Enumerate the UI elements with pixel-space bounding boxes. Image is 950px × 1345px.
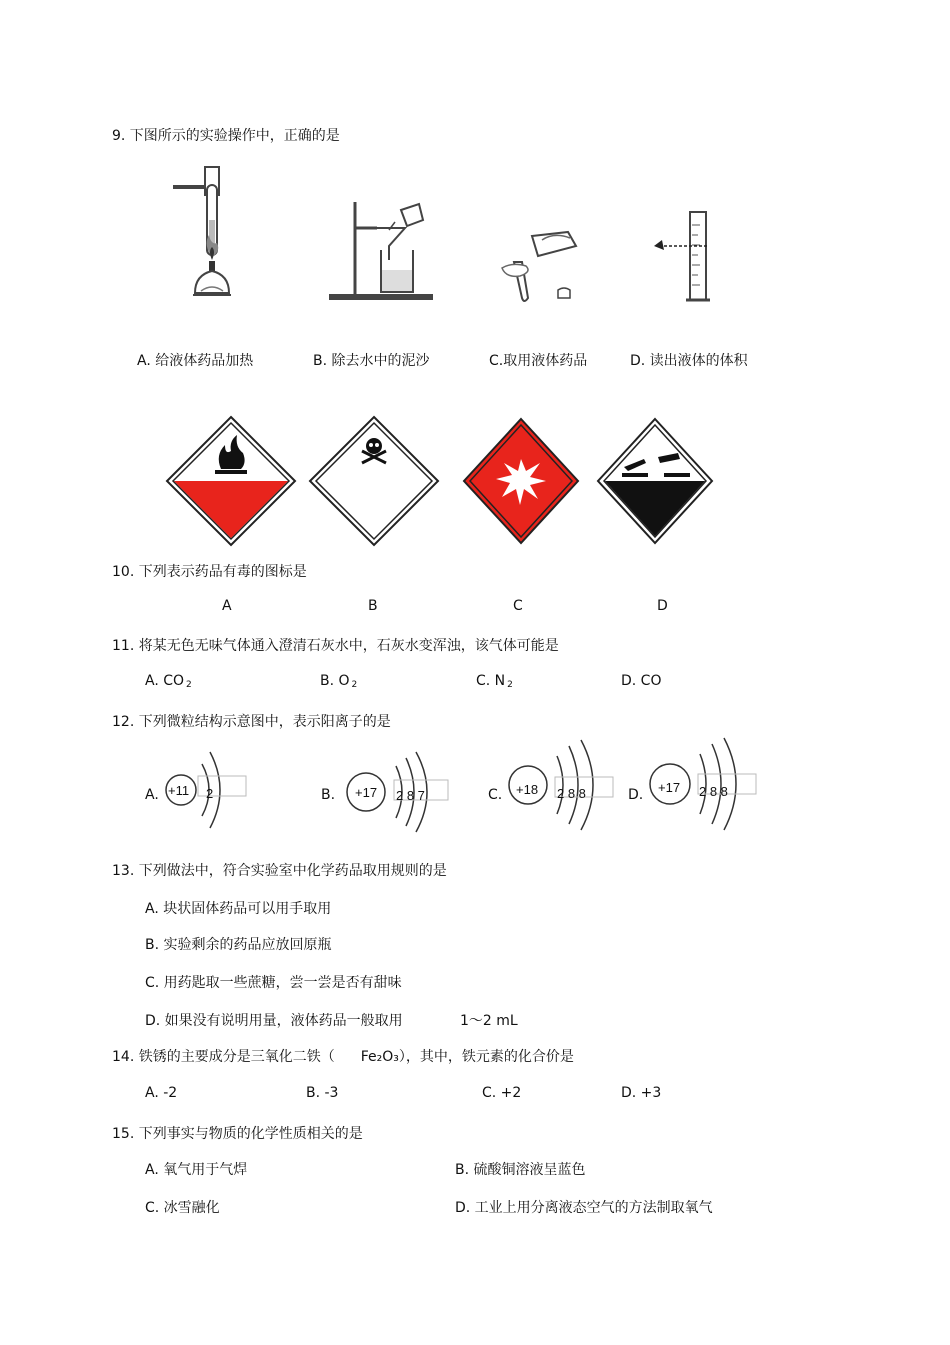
q12-option-a-letter: A. bbox=[145, 787, 159, 803]
q13-option-a: A. 块状固体药品可以用手取用 bbox=[145, 901, 332, 917]
q13-option-d-amount: 1～2 mL bbox=[460, 1013, 518, 1029]
q13-option-b: B. 实验剩余的药品应放回原瓶 bbox=[145, 937, 332, 953]
q12-a-shells: 2 bbox=[206, 786, 214, 801]
q10-label-d: D bbox=[657, 598, 668, 614]
question-14-stem: 14. 铁锈的主要成分是三氧化二铁（ Fe₂O₃），其中，铁元素的化合价是 bbox=[112, 1049, 574, 1065]
q12-b-nucleus: +17 bbox=[355, 785, 378, 800]
q11-option-c: C. N $_2$ bbox=[476, 673, 513, 690]
apparatus-cylinder-image bbox=[650, 210, 720, 305]
q15-option-b: B. 硫酸铜溶液呈蓝色 bbox=[455, 1162, 586, 1178]
q11-option-a: A. CO $_2$ bbox=[145, 673, 192, 690]
q15-option-a: A. 氧气用于气焊 bbox=[145, 1162, 248, 1178]
q12-b-shells: 2 8 7 bbox=[396, 788, 425, 803]
flammable-sign-icon bbox=[165, 415, 297, 547]
question-13-stem: 13. 下列做法中，符合实验室中化学药品取用规则的是 bbox=[112, 863, 447, 879]
q12-d-shells: 2 8 8 bbox=[699, 784, 728, 799]
q12-c-nucleus: +18 bbox=[516, 782, 539, 797]
q15-option-c: C. 冰雪融化 bbox=[145, 1200, 220, 1216]
q13-option-d: D. 如果没有说明用量，液体药品一般取用 bbox=[145, 1013, 403, 1029]
toxic-sign-icon bbox=[308, 415, 440, 547]
q15-option-d: D. 工业上用分离液态空气的方法制取氧气 bbox=[455, 1200, 713, 1216]
question-12-stem: 12. 下列微粒结构示意图中，表示阳离子的是 bbox=[112, 714, 391, 730]
question-9-stem: 9. 下图所示的实验操作中，正确的是 bbox=[112, 128, 340, 144]
q14-option-b: B. -3 bbox=[306, 1085, 339, 1101]
q12-a-nucleus: +11 bbox=[168, 783, 190, 798]
apparatus-filtration-image bbox=[327, 198, 437, 303]
q12-option-d-letter: D. bbox=[628, 787, 644, 803]
q13-option-c: C. 用药匙取一些蔗糖，尝一尝是否有甜味 bbox=[145, 975, 402, 991]
q12-c-shells: 2 8 8 bbox=[557, 786, 586, 801]
q10-label-c: C bbox=[513, 598, 523, 614]
apparatus-pouring-image bbox=[492, 228, 582, 308]
q14-option-d: D. +3 bbox=[621, 1085, 662, 1101]
q11-option-b: B. O $_2$ bbox=[320, 673, 358, 690]
question-11-stem: 11. 将某无色无味气体通入澄清石灰水中，石灰水变浑浊，该气体可能是 bbox=[112, 638, 559, 654]
question-10-stem: 10. 下列表示药品有毒的图标是 bbox=[112, 564, 307, 580]
q9-option-a: A. 给液体药品加热 bbox=[137, 353, 254, 369]
q14-option-c: C. +2 bbox=[482, 1085, 522, 1101]
question-15-stem: 15. 下列事实与物质的化学性质相关的是 bbox=[112, 1126, 363, 1142]
apparatus-heating-image bbox=[165, 165, 245, 305]
q12-option-c-letter: C. bbox=[488, 787, 503, 803]
q14-option-a: A. -2 bbox=[145, 1085, 178, 1101]
q9-option-d: D. 读出液体的体积 bbox=[630, 353, 748, 369]
corrosive-sign-icon bbox=[594, 415, 716, 547]
q12-d-nucleus: +17 bbox=[658, 780, 681, 795]
explosive-sign-icon bbox=[460, 415, 582, 547]
q9-option-c: C.取用液体药品 bbox=[489, 353, 588, 369]
q12-option-b-letter: B. bbox=[321, 787, 336, 803]
q10-label-a: A bbox=[222, 598, 232, 614]
q9-option-b: B. 除去水中的泥沙 bbox=[313, 353, 430, 369]
q10-label-b: B bbox=[368, 598, 378, 614]
q11-option-d: D. CO bbox=[621, 673, 662, 689]
